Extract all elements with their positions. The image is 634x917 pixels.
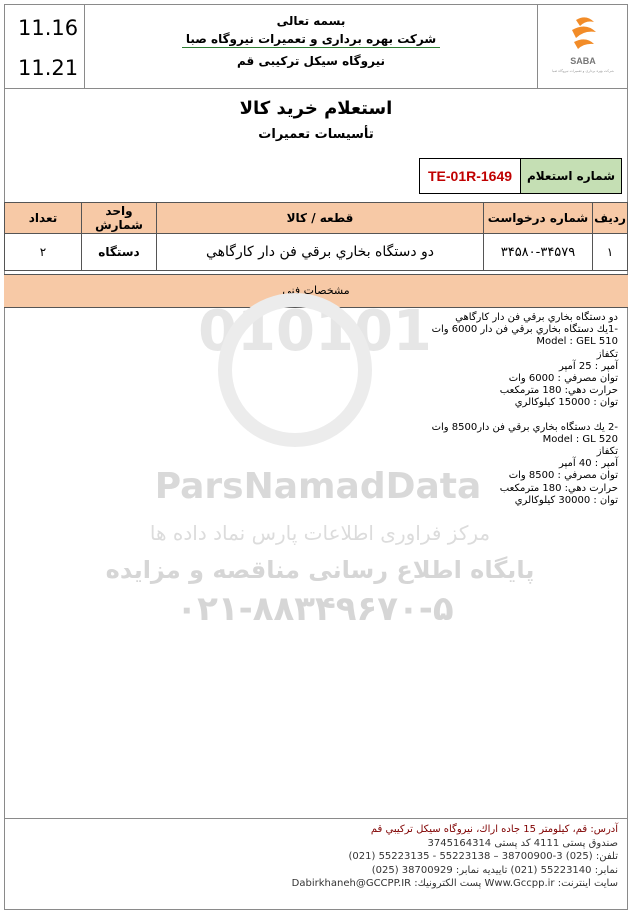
watermark-line1: مرکز فراوری اطلاعات پارس نماد داده ها [149, 521, 491, 545]
watermark-brand: ParsNamadData [154, 466, 482, 507]
watermark-line2: پایگاه اطلاع رسانی مناقصه و مزایده [105, 556, 535, 584]
spec-line: -2 يك دستگاه بخاري برقي فن دار8500 وات [431, 421, 618, 433]
spec-line: توان مصرفي : 6000 وات [508, 373, 618, 385]
footer-pobox: صندوق پستی 4111 كد پستی 3745164314 [427, 837, 618, 849]
footer-contact [4, 818, 628, 911]
col-item: قطعه / کالا [157, 203, 484, 234]
footer-web: سايت اينترنت: Www.Gccpp.ir پست الكترونيك: Dabirkhaneh@GCCPP.IR [291, 878, 618, 889]
spec-line: توان : 30000 كيلوكالري [514, 494, 618, 506]
watermark-digits: 010101 [198, 299, 432, 364]
title-block [4, 88, 628, 142]
spec-line: حرارت دهي: 180 مترمكعب [499, 482, 618, 494]
col-qty: تعداد [5, 203, 82, 234]
specs-text [138, 312, 618, 507]
cell-item: دو دستگاه بخاري برقي فن دار كارگاهي [157, 234, 484, 271]
col-request-no: شماره درخواست [484, 203, 593, 234]
date-bottom: 11.21 [18, 56, 79, 80]
page-title: استعلام خرید کالا [239, 98, 393, 119]
cell-row: ۱ [593, 234, 628, 271]
page-subtitle: تأسیسات تعمیرات [258, 127, 374, 142]
spec-spacer [138, 410, 618, 422]
spec-line: دو دستگاه بخاري برقي فن دار كارگاهي [455, 312, 618, 323]
footer-phone: تلفن: (025) 3-38700900 – 55223138 - 55223135 (021) [348, 851, 618, 862]
spec-line: توان : 15000 كيلوكالري [514, 397, 618, 409]
document-header [4, 4, 628, 89]
date-top: 11.16 [18, 16, 79, 40]
footer-fax: نمابر: 55223140 (021) تاييديه نمابر: 38700929 (025) [371, 864, 618, 876]
watermark-phone: ۰۲۱-۸۸۳۴۹۶۷۰-۵ [176, 589, 454, 629]
inquiry-number-box [419, 158, 622, 194]
company-name: شرکت بهره برداری و تعمیرات نیروگاه صبا [182, 32, 440, 48]
spec-line: Model : GEL 510 [536, 336, 618, 348]
logo-text: SABA [570, 56, 596, 66]
bismillah: بسمه تعالی [276, 14, 346, 28]
header-titles [84, 4, 538, 88]
table-header-row [5, 203, 628, 234]
spec-line: آمپر : 40 آمپر [559, 458, 618, 470]
saba-logo-icon [538, 4, 628, 88]
company-logo [537, 4, 628, 88]
date-box [4, 4, 85, 88]
spec-line: تكفاز [596, 446, 618, 458]
items-table [4, 202, 628, 271]
spec-line: تكفاز [596, 348, 618, 360]
cell-request-no: ۳۴۵۸۰-۳۴۵۷۹ [484, 234, 593, 271]
inquiry-label: شماره استعلام [520, 159, 621, 193]
inquiry-number: TE-01R-1649 [427, 168, 513, 184]
spec-line: -1يك دستگاه بخاري برقي فن دار 6000 وات [431, 324, 618, 336]
cell-unit: دستگاه [82, 234, 157, 271]
spec-line: Model : GL 520 [542, 433, 618, 445]
table-row [5, 234, 628, 271]
spec-line: آمپر : 25 آمپر [559, 360, 618, 372]
spec-line: توان مصرفي : 8500 وات [508, 470, 618, 482]
footer-address: آدرس: قم، كيلومتر 15 جاده اراك، نيروگاه سيكل تركيبي قم [370, 824, 618, 835]
col-unit: واحد شمارش [82, 203, 157, 234]
logo-caption: شرکت بهره برداری و تعمیرات نیروگاه صبا [552, 69, 614, 73]
col-row: ردیف [593, 203, 628, 234]
cell-qty: ۲ [5, 234, 82, 271]
specs-header: مشخصات فنی [4, 274, 628, 308]
plant-name: نیروگاه سیکل ترکیبی قم [237, 54, 385, 68]
spec-line: حرارت دهي: 180 مترمكعب [499, 385, 618, 397]
